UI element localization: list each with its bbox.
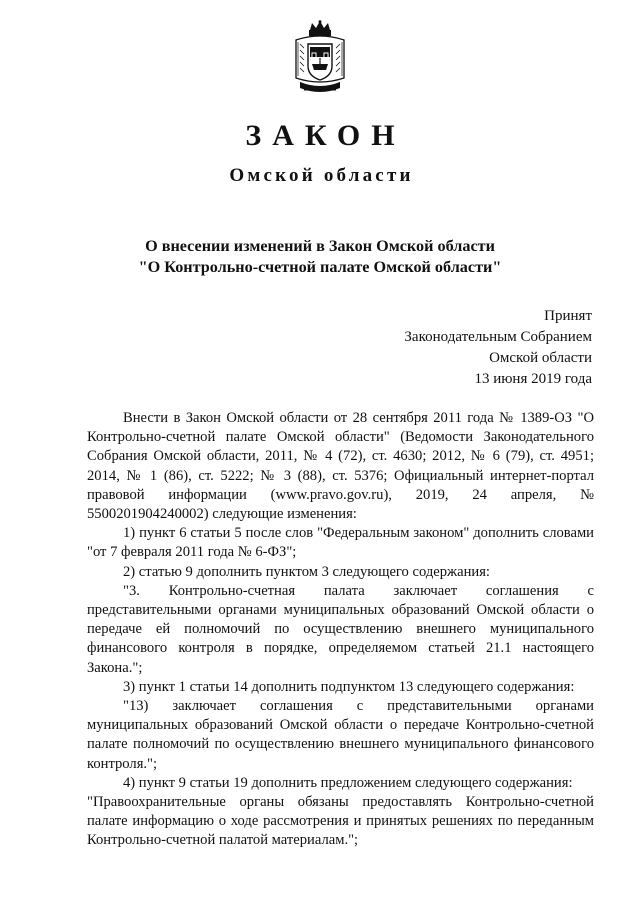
body-paragraph: "13) заключает соглашения с представительными органами муниципальных образований Омской области о передаче Контрольно-счетной палате полномочий по осуществлению внешнего муниципального финансового контроля."; [87,698,594,772]
body-paragraph: 3) пункт 1 статьи 14 дополнить подпунктом 13 следующего содержания: [123,678,575,695]
coat-of-arms-icon [290,20,350,98]
body-paragraph: 1) пункт 6 статьи 5 после слов "Федеральным законом" дополнить словами "от 7 февраля 2011 года № 6-ФЗ"; [87,525,594,561]
adoption-line: Принят [544,308,592,324]
body-paragraph: 2) статью 9 дополнить пунктом 3 следующего содержания: [123,563,490,580]
heading-line: О внесении изменений в Закон Омской области [145,237,495,255]
body-paragraph: 4) пункт 9 статьи 19 дополнить предложением следующего содержания: [123,774,573,791]
adoption-date: 13 июня 2019 года [474,371,592,387]
adoption-line: Законодательным Собранием [404,329,592,345]
document-subtitle: Омской области [229,165,414,186]
adoption-line: Омской области [489,350,592,366]
document-title: ЗАКОН [245,119,406,152]
body-paragraph: Внести в Закон Омской области от 28 сентября 2011 года № 1389-ОЗ "О Контрольно-счетной палате Омской области" (Ведомости Законодательного Собрания Омской области, 2011, № 4 (72), ст. 4630; 2012, № 6 (79), ст. 4951; 2014, № 1 (86), ст. 5222; № 3 (88), ст. 5376; Официальный интернет-портал правовой информации (www.pravo.gov.ru), 2019, 24 апреля, № 5500201904240002) следующие изменения: [87,410,594,523]
document-heading [80,236,560,278]
heading-line: "О Контрольно-счетной палате Омской области" [138,258,502,276]
body-paragraph: "Правоохранительные органы обязаны предоставлять Контрольно-счетной палате информацию о ходе рассмотрения и принятых решениях по переданным Контрольно-счетной палатой материалам."; [87,794,594,849]
adoption-block [404,306,592,390]
document-body [87,409,594,851]
body-paragraph: "3. Контрольно-счетная палата заключает соглашения с представительными органами муниципальных образований Омской области о передаче ей полномочий по осуществлению внешнего муниципального финансового контроля в порядке, определяемом статьей 21.1 настоящего Закона."; [87,582,594,676]
